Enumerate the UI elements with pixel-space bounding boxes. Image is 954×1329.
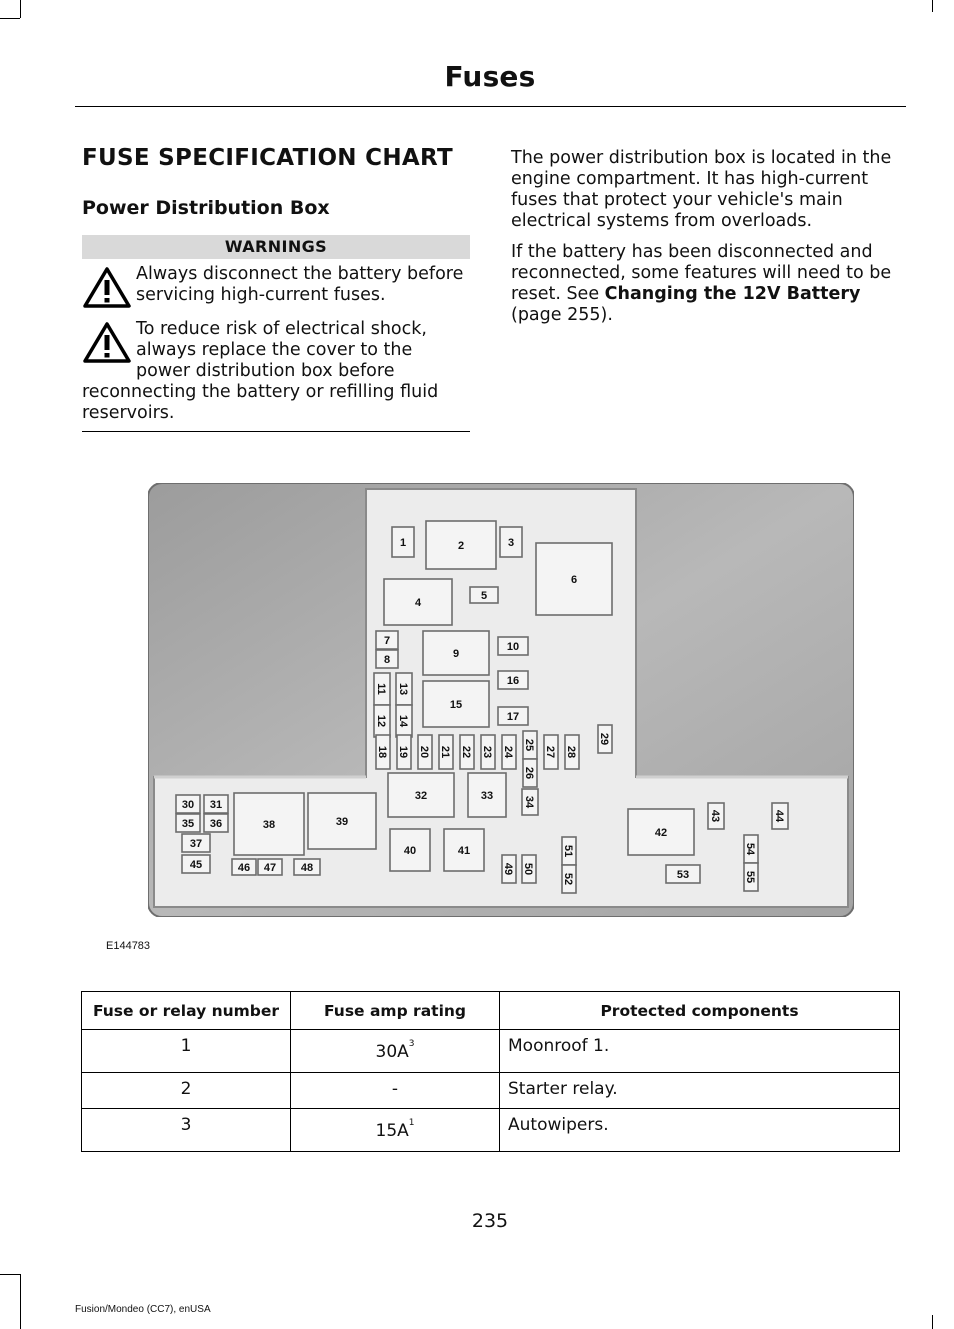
fuse-label: 6 xyxy=(570,574,578,586)
warning-2 xyxy=(82,319,470,432)
fuse-label: 34 xyxy=(523,795,535,809)
table-row xyxy=(82,1109,900,1152)
fuse-label: 47 xyxy=(263,862,277,874)
fuse-label: 51 xyxy=(562,844,574,858)
fuse-33 xyxy=(468,773,506,817)
fuse-30 xyxy=(176,795,200,813)
fuse-51 xyxy=(562,837,576,865)
fuse-label: 27 xyxy=(544,745,556,759)
fuse-label: 19 xyxy=(397,745,409,759)
fuse-37 xyxy=(182,834,210,852)
fuse-label: 15 xyxy=(449,699,463,711)
fuse-47 xyxy=(258,859,282,875)
fuse-43 xyxy=(708,803,724,829)
crop-mark xyxy=(932,0,933,12)
crop-mark xyxy=(20,0,21,18)
fuse-55 xyxy=(744,863,758,891)
fuse-18 xyxy=(376,735,390,769)
fuse-label: 1 xyxy=(399,537,407,549)
fuse-label: 32 xyxy=(414,790,428,802)
fuse-label: 25 xyxy=(523,738,535,752)
fuse-54 xyxy=(744,835,758,863)
fuse-13 xyxy=(396,673,412,705)
warning-1-text: Always disconnect the battery before servicing high-current fuses. xyxy=(136,264,464,305)
fuse-27 xyxy=(544,735,558,769)
fuse-label: 41 xyxy=(457,845,471,857)
fuse-48 xyxy=(294,859,320,875)
fuse-label: 8 xyxy=(383,654,391,666)
fuse-1 xyxy=(392,527,414,557)
page-number: 235 xyxy=(471,1210,509,1232)
table-row xyxy=(82,1073,900,1109)
col-header-components: Protected components xyxy=(500,992,900,1030)
fuse-label: 36 xyxy=(209,818,223,830)
crop-mark xyxy=(20,1274,21,1329)
fuse-label: 12 xyxy=(375,714,387,728)
fuse-28 xyxy=(565,735,579,769)
fuse-label: 7 xyxy=(383,635,391,647)
page-title: Fuses xyxy=(444,60,536,93)
fuse-38 xyxy=(234,793,304,855)
fuse-9 xyxy=(423,631,489,675)
warning-triangle-icon xyxy=(82,266,132,310)
fuse-label: 23 xyxy=(481,745,493,759)
fuse-label: 21 xyxy=(439,745,451,759)
table-row xyxy=(82,1030,900,1073)
crop-mark xyxy=(0,18,20,19)
fuse-24 xyxy=(502,735,516,769)
fuse-53 xyxy=(666,865,700,883)
fuse-label: 18 xyxy=(376,745,388,759)
col-header-amp: Fuse amp rating xyxy=(291,992,500,1030)
fuse-number: 1 xyxy=(82,1030,291,1073)
warning-1 xyxy=(82,264,470,306)
footnote-marker: 1 xyxy=(408,1118,415,1128)
fuse-14 xyxy=(396,705,412,737)
fuse-label: 40 xyxy=(403,845,417,857)
fuse-label: 45 xyxy=(189,859,203,871)
fuse-11 xyxy=(374,673,390,705)
fuse-label: 24 xyxy=(502,745,514,759)
fuse-16 xyxy=(498,671,528,689)
fuse-31 xyxy=(204,795,228,813)
fuse-label: 3 xyxy=(507,537,515,549)
fuse-35 xyxy=(176,814,200,832)
fuse-box-diagram xyxy=(148,483,854,917)
title-divider xyxy=(75,106,906,107)
fuse-label: 44 xyxy=(773,809,785,823)
protected-component: Starter relay. xyxy=(500,1073,900,1109)
fuse-10 xyxy=(498,637,528,655)
right-column xyxy=(511,148,906,336)
fuse-label: 35 xyxy=(181,818,195,830)
fuse-20 xyxy=(418,735,432,769)
fuse-label: 28 xyxy=(565,745,577,759)
fuse-label: 16 xyxy=(506,675,520,687)
fuse-label: 37 xyxy=(189,838,203,850)
fuse-44 xyxy=(772,803,788,829)
fuse-label: 46 xyxy=(237,862,251,874)
fuse-label: 39 xyxy=(335,816,349,828)
fuse-label: 11 xyxy=(375,683,387,695)
crop-mark xyxy=(932,1315,933,1329)
fuse-label: 53 xyxy=(676,869,690,881)
fuse-label: 31 xyxy=(209,799,223,811)
fuse-label: 4 xyxy=(414,597,422,609)
warnings-bar: WARNINGS xyxy=(82,235,470,259)
fuse-label: 14 xyxy=(397,714,409,728)
warning-2-text: To reduce risk of electrical shock, always replace the cover to the power distribution box before reconnecting the battery or refilling fluid reservoirs. xyxy=(82,319,439,423)
fuse-29 xyxy=(598,725,612,753)
footnote-marker: 3 xyxy=(408,1039,415,1049)
fuse-label: 26 xyxy=(523,766,535,780)
col-header-number: Fuse or relay number xyxy=(82,992,291,1030)
fuse-label: 50 xyxy=(522,862,534,876)
fuse-32 xyxy=(388,773,454,817)
chart-heading: FUSE SPECIFICATION CHART xyxy=(82,145,453,171)
fuse-3 xyxy=(500,527,522,557)
fuse-label: 13 xyxy=(397,682,409,696)
protected-component: Moonroof 1. xyxy=(500,1030,900,1073)
fuse-label: 52 xyxy=(562,872,574,886)
fuse-15 xyxy=(423,681,489,727)
fuse-label: 2 xyxy=(457,540,465,552)
fuse-amp-value: - xyxy=(391,1079,399,1099)
fuse-label: 30 xyxy=(181,799,195,811)
fuse-label: 29 xyxy=(598,732,610,746)
fuse-25 xyxy=(523,731,537,759)
fuse-label: 10 xyxy=(506,641,520,653)
battery-crossref-link[interactable]: Changing the 12V Battery xyxy=(604,284,861,304)
fuse-label: 22 xyxy=(460,745,472,759)
fuse-8 xyxy=(376,650,398,668)
fuse-17 xyxy=(498,707,528,725)
fuse-label: 42 xyxy=(654,827,668,839)
fuse-26 xyxy=(523,759,537,787)
fuse-41 xyxy=(444,829,484,871)
fuse-number: 3 xyxy=(82,1109,291,1152)
battery-paragraph-text: If the battery has been disconnected and reconnected, some features will need to be reset. See xyxy=(511,242,892,304)
fuse-5 xyxy=(470,587,498,603)
fuse-label: 49 xyxy=(502,862,514,876)
fuse-amp xyxy=(291,1109,500,1152)
fuse-label: 9 xyxy=(452,648,460,660)
fuse-label: 43 xyxy=(709,809,721,823)
fuse-12 xyxy=(374,705,390,737)
fuse-52 xyxy=(562,865,576,893)
fuse-42 xyxy=(628,809,694,855)
fuse-50 xyxy=(522,855,536,883)
fuse-4 xyxy=(384,579,452,625)
fuse-label: 33 xyxy=(480,790,494,802)
fuse-label: 20 xyxy=(418,745,430,759)
fuse-amp xyxy=(291,1030,500,1073)
crop-mark xyxy=(0,1274,20,1275)
battery-paragraph xyxy=(511,242,906,326)
fuse-7 xyxy=(376,631,398,649)
fuse-label: 38 xyxy=(262,819,276,831)
fuse-22 xyxy=(460,735,474,769)
fuse-label: 55 xyxy=(744,870,756,884)
section-heading: Power Distribution Box xyxy=(82,197,330,219)
fuse-label: 54 xyxy=(744,842,756,856)
left-column xyxy=(82,145,470,432)
fuse-36 xyxy=(204,814,228,832)
fuse-23 xyxy=(481,735,495,769)
fuse-label: 5 xyxy=(480,590,488,602)
fuse-49 xyxy=(502,855,516,883)
fuse-amp-value: 30A xyxy=(375,1042,409,1062)
fuse-45 xyxy=(182,855,210,873)
fuse-number: 2 xyxy=(82,1073,291,1109)
fuse-label: 48 xyxy=(300,862,314,874)
fuse-spec-table xyxy=(81,991,900,1152)
fuse-6 xyxy=(536,543,612,615)
fuse-21 xyxy=(439,735,453,769)
intro-paragraph: The power distribution box is located in the engine compartment. It has high-current fuses that protect your vehicle's main electrical systems from overloads. xyxy=(511,148,892,231)
fuse-amp xyxy=(291,1073,500,1109)
fuse-19 xyxy=(397,735,411,769)
doc-id: Fusion/Mondeo (CC7), enUSA xyxy=(75,1304,211,1315)
warning-triangle-icon xyxy=(82,321,132,365)
fuse-label: 17 xyxy=(506,711,520,723)
table-header-row xyxy=(82,992,900,1030)
fuse-2 xyxy=(426,521,496,569)
fuse-amp-value: 15A xyxy=(375,1121,409,1141)
fuse-46 xyxy=(232,859,256,875)
fuse-40 xyxy=(390,829,430,871)
battery-paragraph-page: (page 255). xyxy=(511,305,613,325)
fuse-34 xyxy=(522,789,538,815)
protected-component: Autowipers. xyxy=(500,1109,900,1152)
figure-id: E144783 xyxy=(106,940,151,952)
fuse-39 xyxy=(308,793,376,849)
